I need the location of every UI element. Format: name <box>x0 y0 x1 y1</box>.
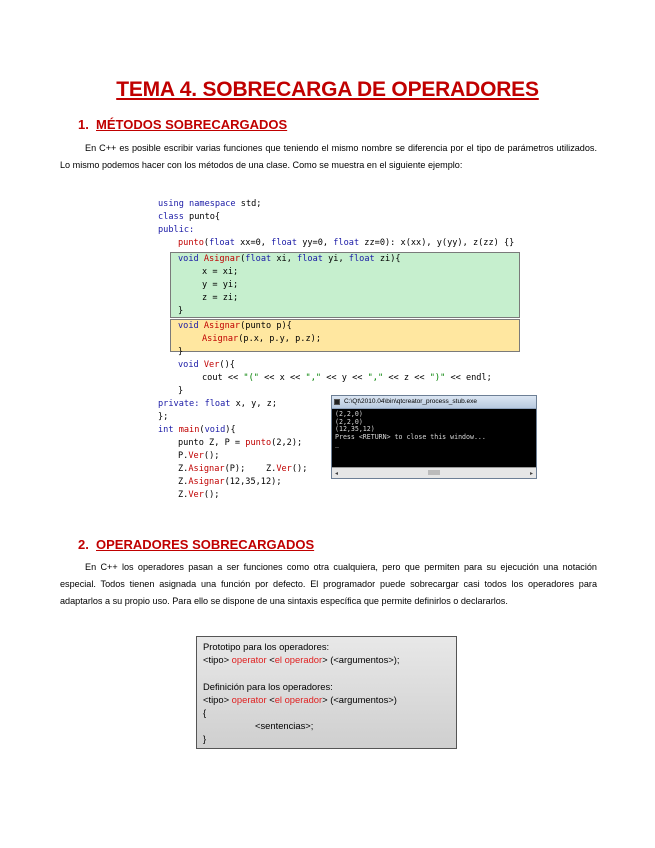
console-line: (12,35,12) <box>335 425 375 434</box>
code-line: int main(void){ <box>158 425 236 435</box>
console-line: (2,2,0) <box>335 417 363 426</box>
console-app-icon <box>334 399 340 405</box>
code-line: Z.Asignar(12,35,12); <box>178 477 282 487</box>
page-title: TEMA 4. SOBRECARGA DE OPERADORES <box>116 78 539 101</box>
code-line: punto(float xx=0, float yy=0, float zz=0): x(xx), y(yy), z(zz) {} <box>178 238 515 248</box>
code-line: }; <box>158 412 169 422</box>
console-line: (2,2,0) <box>335 410 363 418</box>
console-line: Press <RETURN> to close this window... <box>335 432 486 441</box>
code-line: void Asignar(punto p){ <box>178 321 292 331</box>
code-line: } <box>178 386 184 396</box>
code-line: punto Z, P = punto(2,2); <box>178 438 303 448</box>
console-window <box>331 395 537 479</box>
code-line: z = zi; <box>202 293 239 303</box>
proto-line: <tipo> operator <el operador> (<argumentos>) <box>203 694 397 705</box>
scroll-left-icon[interactable]: ◂ <box>335 471 339 477</box>
section1-text: En C++ es posible escribir varias funciones que teniendo el mismo nombre se diferencia por el tipo de parámetros utilizados. Lo mismo podemos hacer con los métodos de una clase. Como se muestra en el siguiente ejemplo: <box>60 143 597 171</box>
proto-line: Definición para los operadores: <box>203 681 333 692</box>
section1-title: MÉTODOS SOBRECARGADOS <box>96 117 288 132</box>
section2-number: 2. <box>78 537 89 552</box>
section1-number: 1. <box>78 117 89 132</box>
code-line: void Ver(){ <box>178 360 235 370</box>
code-line: Z.Ver(); <box>178 490 220 500</box>
operator-syntax-box <box>196 636 457 749</box>
proto-line: <sentencias>; <box>255 720 314 731</box>
proto-line: <tipo> operator <el operador> (<argumentos>); <box>203 654 400 665</box>
code-line: private: float x, y, z; <box>158 399 278 409</box>
scroll-thumb[interactable] <box>428 470 440 475</box>
code-line: void Asignar(float xi, float yi, float zi){ <box>178 254 401 264</box>
code-line: } <box>178 347 184 357</box>
code-line: x = xi; <box>202 267 239 277</box>
section2-heading <box>78 537 314 552</box>
section1-paragraph <box>60 140 597 174</box>
console-output <box>332 409 536 451</box>
scroll-right-icon[interactable]: ▸ <box>529 471 533 477</box>
proto-line: Prototipo para los operadores: <box>203 641 330 652</box>
console-horizontal-scrollbar[interactable] <box>332 467 536 478</box>
code-line: public: <box>158 225 195 235</box>
section2-title: OPERADORES SOBRECARGADOS <box>96 537 315 552</box>
code-line: cout << "(" << x << "," << y << "," << z << ")" << endl; <box>202 373 492 383</box>
console-line: _ <box>335 440 339 449</box>
console-title-bar <box>332 396 536 409</box>
proto-line: } <box>203 733 207 744</box>
section2-text: En C++ los operadores pasan a ser funciones como otra cualquiera, pero que permiten para su ejecución una notación especial. Todos tienen asignada una función por defecto. El programador puede sobrecargar casi todos los operadores para adaptarlos a su propio uso. Para ello se dispone de una sintaxis específica que permite definirlos o declararlos. <box>60 562 597 607</box>
proto-line: { <box>203 707 207 718</box>
console-title: C:\Qt\2010.04\bin\qtcreator_process_stub.exe <box>344 398 477 405</box>
section1-heading <box>78 117 287 132</box>
code-line: P.Ver(); <box>178 451 220 461</box>
code-line: y = yi; <box>202 280 239 290</box>
section2-paragraph <box>60 559 597 611</box>
code-line: Asignar(p.x, p.y, p.z); <box>202 334 322 344</box>
code-line: class punto{ <box>158 212 221 222</box>
code-line: using namespace std; <box>158 199 262 209</box>
code-line: Z.Asignar(P); Z.Ver(); <box>178 464 308 474</box>
code-line: } <box>178 306 184 316</box>
